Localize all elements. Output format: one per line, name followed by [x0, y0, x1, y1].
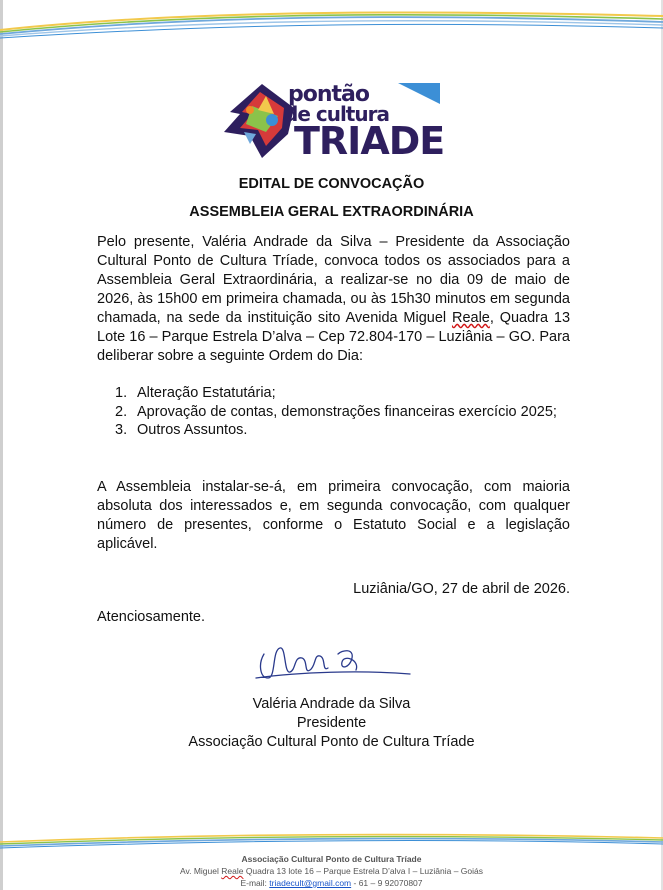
footer-flagged-word[interactable]: Reale: [221, 866, 244, 876]
quorum-paragraph: A Assembleia instalar-se-á, em primeira convocação, com maioria absoluta dos interessados e, em segunda convocação, com qualquer número de presentes, conforme o Estatuto Social e a legislação aplicável.: [97, 479, 570, 552]
footer-phone: - 61 – 9 92070807: [351, 878, 423, 888]
signatory-role: Presidente: [296, 715, 367, 731]
intro-text-part2: , Quadra 13 Lote 16 – Parque Estrela D’alva – Cep 72.804-170 – Luziânia – GO. Para deliberar sobre a seguinte Ordem do Dia:: [97, 310, 571, 364]
footer-address: [0, 865, 663, 877]
document-subtitle: ASSEMBLEIA GERAL EXTRAORDINÁRIA: [189, 204, 474, 220]
date-line: Luziânia/GO, 27 de abril de 2026.: [353, 581, 570, 597]
agenda-item: [97, 384, 570, 403]
footer-email-label: E-mail:: [240, 878, 270, 888]
signatory-organization: Associação Cultural Ponto de Cultura Tríade: [188, 734, 475, 750]
document-title: EDITAL DE CONVOCAÇÃO: [238, 176, 425, 192]
header-wave-decoration: [0, 0, 663, 40]
footer-address-rest: Quadra 13 lote 16 – Parque Estrela D’alva I – Luziânia – Goiás: [243, 866, 484, 876]
footer-wave-decoration: [0, 826, 663, 852]
agenda-item-number: 2.: [115, 403, 128, 420]
agenda-item-text: Alteração Estatutária;: [137, 385, 276, 401]
intro-paragraph: [97, 233, 570, 366]
intro-text-part1: Pelo presente, Valéria Andrade da Silva – Presidente da Associação Cultural Ponto de Cultura Tríade, convoca todos os associados para a Assembleia Geral Extraordinária, a realizar-se no dia 09 de maio de 2026, às 15h00 em primeira chamada, ou às 15h30 minutos em segunda chamada, na sede da instituição sito Avenida Miguel: [97, 234, 570, 326]
agenda-item-number: 1.: [115, 385, 128, 401]
logo-word-de-cultura: de cultura: [284, 102, 389, 126]
agenda-item-text: Aprovação de contas, demonstrações financeiras exercício 2025;: [137, 403, 557, 420]
closing-salutation: Atenciosamente.: [97, 609, 206, 625]
agenda-item-text: Outros Assuntos.: [137, 422, 248, 438]
agenda-list: [97, 384, 570, 440]
agenda-item-number: 3.: [115, 422, 128, 438]
logo-word-triade: TRIADE: [294, 119, 445, 163]
footer-address-prefix: Av. Miguel: [179, 866, 222, 876]
footer-email-link[interactable]: triadecult@gmail.com: [269, 878, 352, 888]
handwritten-signature: [250, 634, 415, 689]
footer-organization: Associação Cultural Ponto de Cultura Tríade: [241, 854, 422, 864]
spellcheck-flagged-word[interactable]: Reale: [451, 310, 490, 326]
agenda-item: [97, 403, 570, 422]
footer-contact: [0, 877, 663, 889]
agenda-item: [97, 421, 570, 440]
logo-word-pontao: pontão: [288, 82, 370, 107]
signatory-name: Valéria Andrade da Silva: [252, 696, 411, 712]
page-border-left: [0, 0, 3, 890]
